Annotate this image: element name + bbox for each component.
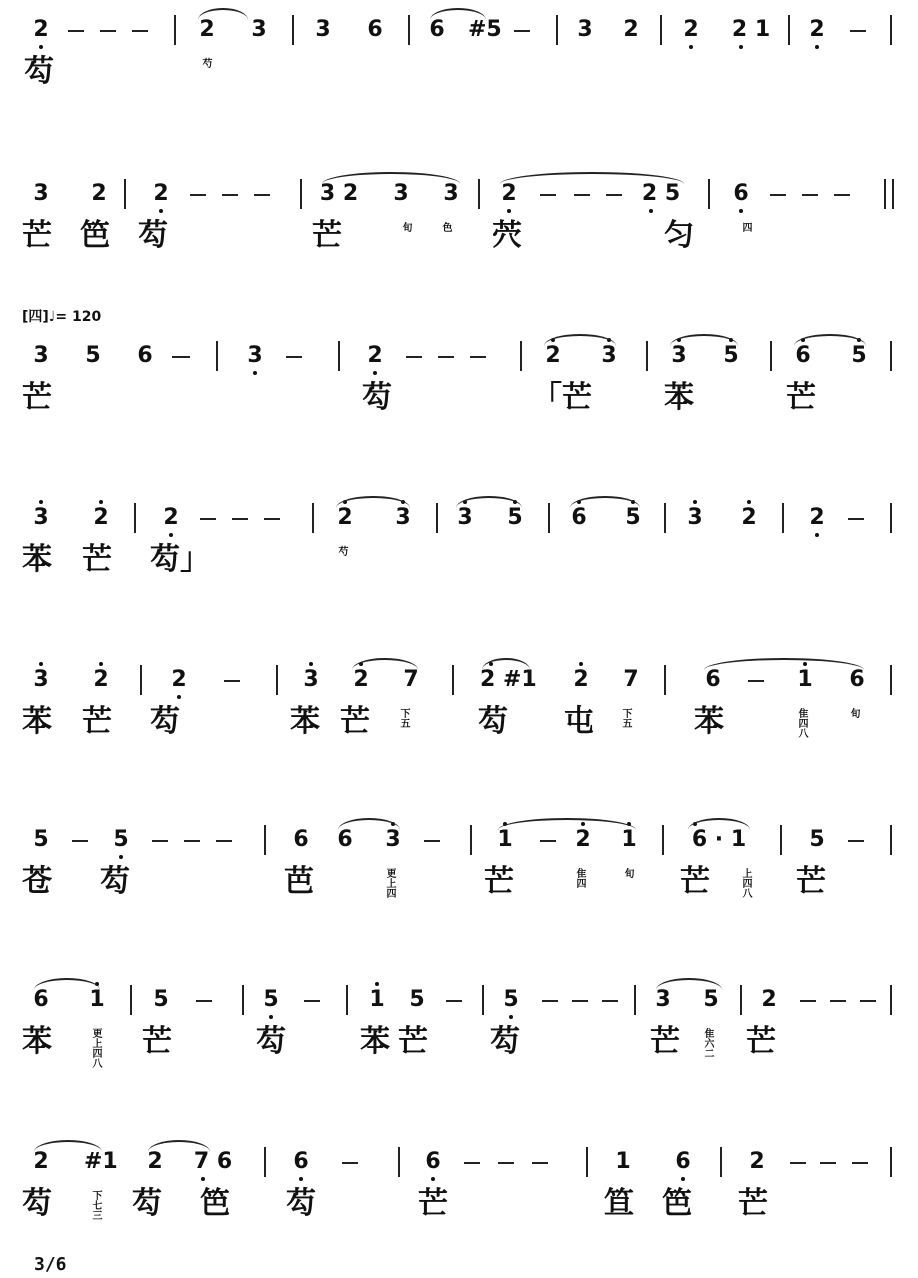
duration-dash: [222, 194, 238, 196]
tablature-character: 芒: [746, 1024, 776, 1059]
tablature-character: 芒: [796, 864, 826, 899]
barline: [398, 1147, 400, 1177]
jianpu-note: 3: [33, 181, 49, 206]
guqin-tablature-row: [0, 380, 918, 420]
duration-dash: [224, 680, 240, 682]
tablature-annotation: 隹四八: [796, 708, 807, 738]
barline: [890, 825, 892, 855]
jianpu-note: 2: [90, 668, 112, 692]
duration-dash: [830, 1000, 846, 1002]
tablature-character: 芶: [490, 1024, 520, 1059]
jianpu-note: 2: [738, 506, 760, 530]
jianpu-note: 3: [392, 506, 414, 530]
barline: [890, 503, 892, 533]
tablature-character: 芒: [22, 380, 52, 415]
jianpu-note: 5: [409, 987, 425, 1012]
barline: [292, 15, 294, 45]
jianpu-note: 2 5: [641, 181, 681, 206]
jianpu-note: 6: [33, 987, 49, 1012]
tablature-annotation: 下五: [398, 708, 409, 728]
guqin-tablature-row: [0, 542, 918, 582]
tablature-character: 笪: [604, 1186, 634, 1221]
duration-dash: [602, 1000, 618, 1002]
slur-mark: [544, 334, 616, 346]
barline: [780, 825, 782, 855]
jianpu-note: 3: [684, 506, 706, 530]
barline: [216, 341, 218, 371]
duration-dash: [446, 1000, 462, 1002]
guqin-tablature-row: [0, 54, 918, 94]
tablature-character: 苍: [22, 864, 52, 899]
jianpu-note: 2 1: [731, 17, 771, 42]
tablature-character: 苯: [22, 1024, 52, 1059]
jianpu-note: 1: [494, 828, 516, 852]
duration-dash: [216, 840, 232, 842]
duration-dash: [286, 356, 302, 358]
jianpu-note: 3: [30, 506, 52, 530]
tablature-character: 芶: [100, 864, 130, 899]
barline: [586, 1147, 588, 1177]
jianpu-note: 3: [598, 344, 620, 368]
jianpu-note: 2: [498, 182, 520, 206]
duration-dash: [464, 1162, 480, 1164]
tablature-character: 芒: [340, 704, 370, 739]
jianpu-note: 2: [30, 18, 52, 42]
duration-dash: [68, 30, 84, 32]
duration-dash: [748, 680, 764, 682]
tablature-annotation: 芍: [200, 58, 211, 68]
guqin-tablature-row: [0, 864, 918, 904]
jianpu-note: 3: [655, 987, 671, 1012]
tablature-annotation: 芍: [336, 546, 347, 556]
jianpu-note: #5: [468, 17, 502, 42]
tablature-character: 芒: [650, 1024, 680, 1059]
jianpu-note: 6 · 1: [684, 828, 754, 852]
jianpu-note: 5: [622, 506, 644, 530]
duration-dash: [532, 1162, 548, 1164]
slur-mark: [322, 172, 460, 184]
duration-dash: [196, 1000, 212, 1002]
tablature-character: 芒: [786, 380, 816, 415]
slur-mark: [500, 172, 684, 184]
tablature-annotation: 旬: [848, 708, 859, 718]
jianpu-note: 3: [393, 181, 409, 206]
tablature-annotation: 色: [440, 222, 451, 232]
jianpu-note: 6: [705, 667, 721, 692]
jianpu-note: 2 #1: [480, 667, 537, 692]
jianpu-note: 2: [680, 18, 702, 42]
barline: [890, 341, 892, 371]
barline: [890, 1147, 892, 1177]
jianpu-note: 5: [809, 827, 825, 852]
slur-mark: [656, 978, 722, 990]
guqin-tablature-row: [0, 218, 918, 258]
duration-dash: [514, 30, 530, 32]
jianpu-note: 2: [623, 17, 639, 42]
jianpu-note: 3 2: [319, 181, 359, 206]
tablature-character: 笆: [200, 1186, 230, 1221]
jianpu-note: 2: [199, 17, 215, 42]
slur-mark: [198, 8, 248, 20]
duration-dash: [132, 30, 148, 32]
barline: [664, 503, 666, 533]
slur-mark: [148, 1140, 210, 1152]
slur-mark: [570, 496, 640, 508]
tablature-character: 芶: [150, 704, 180, 739]
duration-dash: [852, 1162, 868, 1164]
jianpu-note: 1: [86, 988, 108, 1012]
tablature-character: 茓: [492, 218, 522, 253]
barline: [770, 341, 772, 371]
duration-dash: [540, 840, 556, 842]
slur-mark: [794, 334, 866, 346]
tablature-annotation: 上四八: [740, 868, 751, 898]
tablature-character: 芒: [418, 1186, 448, 1221]
jianpu-note: 3: [668, 344, 690, 368]
duration-dash: [834, 194, 850, 196]
jianpu-note: 7: [623, 667, 639, 692]
tablature-character: 芒: [312, 218, 342, 253]
barline: [782, 503, 784, 533]
duration-dash: [264, 518, 280, 520]
jianpu-note: 2: [33, 1149, 49, 1174]
tablature-annotation: 下五: [620, 708, 631, 728]
jianpu-note: 6: [849, 667, 865, 692]
notation-row: [0, 18, 918, 58]
barline: [338, 341, 340, 371]
jianpu-note: 7: [403, 667, 419, 692]
duration-dash: [848, 840, 864, 842]
slur-mark: [352, 658, 418, 670]
jianpu-note: #1: [84, 1149, 118, 1174]
notation-row: [0, 668, 918, 708]
tablature-character: 笆: [662, 1186, 692, 1221]
tablature-character: 芒: [738, 1186, 768, 1221]
tablature-annotation: 下七三: [90, 1190, 101, 1220]
slur-mark: [704, 658, 864, 670]
jianpu-note: 2: [350, 668, 372, 692]
barline: [276, 665, 278, 695]
barline: [740, 985, 742, 1015]
jianpu-note: 6: [367, 17, 383, 42]
barline: [140, 665, 142, 695]
duration-dash: [190, 194, 206, 196]
tablature-annotation: 四: [740, 222, 751, 232]
barline: [436, 503, 438, 533]
barline: [634, 985, 636, 1015]
jianpu-note: 6: [792, 344, 814, 368]
barline: [660, 15, 662, 45]
duration-dash: [342, 1162, 358, 1164]
tablature-character: 芶」: [150, 542, 210, 577]
barline: [470, 825, 472, 855]
jianpu-note: 3: [454, 506, 476, 530]
jianpu-note: 3: [577, 17, 593, 42]
jianpu-note: 3: [244, 344, 266, 368]
barline: [890, 15, 892, 45]
duration-dash: [424, 840, 440, 842]
notation-row: [0, 344, 918, 384]
tablature-character: 苯: [22, 542, 52, 577]
tablature-annotation: 隹六二: [702, 1028, 713, 1058]
jianpu-note: 1: [366, 988, 388, 1012]
jianpu-note: 1: [794, 668, 816, 692]
jianpu-note: 2: [806, 18, 828, 42]
barline: [788, 15, 790, 45]
jianpu-note: 2: [91, 181, 107, 206]
slur-mark: [338, 818, 400, 830]
barline: [130, 985, 132, 1015]
barline: [312, 503, 314, 533]
tablature-character: 「芒: [532, 380, 592, 415]
jianpu-note: 6: [568, 506, 590, 530]
tablature-character: 屯: [564, 704, 594, 739]
jianpu-note: 6: [137, 343, 153, 368]
duration-dash: [498, 1162, 514, 1164]
tablature-character: 芭: [284, 864, 314, 899]
jianpu-note: 2: [147, 1149, 163, 1174]
jianpu-note: 2: [90, 506, 112, 530]
barline: [124, 179, 126, 209]
duration-dash: [820, 1162, 836, 1164]
jianpu-note: 3: [33, 343, 49, 368]
barline: [890, 985, 892, 1015]
tablature-character: 芒: [484, 864, 514, 899]
barline: [708, 179, 710, 209]
duration-dash: [172, 356, 190, 358]
tablature-character: 芒: [398, 1024, 428, 1059]
duration-dash: [100, 30, 116, 32]
barline: [452, 665, 454, 695]
barline: [134, 503, 136, 533]
duration-dash: [438, 356, 454, 358]
jianpu-note: 2: [749, 1149, 765, 1174]
jianpu-note: 2: [761, 987, 777, 1012]
jianpu-note: 2: [570, 668, 592, 692]
duration-dash: [850, 30, 866, 32]
jianpu-note: 2: [160, 506, 182, 530]
jianpu-note: 2: [806, 506, 828, 530]
jianpu-note: 6: [429, 17, 445, 42]
barline: [520, 341, 522, 371]
duration-dash: [800, 1000, 816, 1002]
tablature-character: 芶: [286, 1186, 316, 1221]
duration-dash: [790, 1162, 806, 1164]
barline: [300, 179, 302, 209]
duration-dash: [232, 518, 248, 520]
barline: [482, 985, 484, 1015]
duration-dash: [254, 194, 270, 196]
notation-row: [0, 506, 918, 546]
tablature-character: 芶: [362, 380, 392, 415]
jianpu-note: 3: [443, 181, 459, 206]
slur-mark: [34, 978, 100, 990]
jianpu-note: 3: [382, 828, 404, 852]
barline: [346, 985, 348, 1015]
jianpu-note: 5: [720, 344, 742, 368]
tablature-character: 芒: [680, 864, 710, 899]
duration-dash: [802, 194, 818, 196]
barline: [884, 179, 894, 209]
duration-dash: [540, 194, 556, 196]
tablature-character: 苯: [360, 1024, 390, 1059]
barline: [408, 15, 410, 45]
jianpu-note: 5: [110, 828, 132, 852]
tablature-character: 芒: [82, 542, 112, 577]
barline: [556, 15, 558, 45]
jianpu-note: 2: [364, 344, 386, 368]
duration-dash: [606, 194, 622, 196]
jianpu-note: 5: [153, 987, 169, 1012]
tablature-character: 笆: [80, 218, 110, 253]
slur-mark: [34, 1140, 102, 1152]
jianpu-note: 5: [33, 827, 49, 852]
tablature-annotation: 更上四八: [90, 1028, 101, 1068]
barline: [890, 665, 892, 695]
barline: [174, 15, 176, 45]
notation-row: [0, 988, 918, 1028]
slur-mark: [430, 8, 486, 20]
barline: [264, 825, 266, 855]
guqin-tablature-row: [0, 1186, 918, 1226]
notation-row: [0, 828, 918, 868]
barline: [664, 665, 666, 695]
jianpu-note: 3: [251, 17, 267, 42]
slur-mark: [688, 818, 750, 830]
duration-dash: [304, 1000, 320, 1002]
duration-dash: [470, 356, 486, 358]
jianpu-note: 5: [260, 988, 282, 1012]
tablature-character: 苯: [664, 380, 694, 415]
duration-dash: [542, 1000, 558, 1002]
barline: [720, 1147, 722, 1177]
jianpu-note: 1: [615, 1149, 631, 1174]
tablature-annotation: 旬: [400, 222, 411, 232]
tablature-character: 苯: [694, 704, 724, 739]
notation-row: [0, 182, 918, 222]
duration-dash: [152, 840, 168, 842]
tablature-character: 芒: [142, 1024, 172, 1059]
jianpu-note: 5: [848, 344, 870, 368]
tablature-annotation: 更上四: [384, 868, 395, 898]
tablature-character: 芶: [24, 54, 54, 89]
barline: [548, 503, 550, 533]
duration-dash: [406, 356, 422, 358]
jianpu-note: 3: [315, 17, 331, 42]
duration-dash: [184, 840, 200, 842]
jianpu-note: 6: [730, 182, 752, 206]
barline: [242, 985, 244, 1015]
slur-mark: [670, 334, 738, 346]
jianpu-note: 5: [500, 988, 522, 1012]
notation-row: [0, 1150, 918, 1190]
jianpu-note: 6: [337, 827, 353, 852]
tablature-character: 匀: [664, 218, 694, 253]
tablature-character: 芶: [138, 218, 168, 253]
barline: [662, 825, 664, 855]
guqin-tablature-row: [0, 704, 918, 744]
duration-dash: [848, 518, 864, 520]
tablature-character: 芶: [132, 1186, 162, 1221]
jianpu-note: 3: [30, 668, 52, 692]
jianpu-note: 5: [85, 343, 101, 368]
guqin-tablature-row: [0, 1024, 918, 1068]
jianpu-note: 2: [150, 182, 172, 206]
tablature-character: 芒: [22, 218, 52, 253]
slur-mark: [456, 496, 522, 508]
jianpu-note: 6: [422, 1150, 444, 1174]
page-number: 3/6: [34, 1254, 67, 1275]
jianpu-note: 2: [334, 506, 356, 530]
barline: [646, 341, 648, 371]
duration-dash: [572, 1000, 588, 1002]
duration-dash: [72, 840, 88, 842]
jianpu-note: 5: [504, 506, 526, 530]
tablature-character: 芶: [22, 1186, 52, 1221]
tablature-character: 芶: [256, 1024, 286, 1059]
barline: [478, 179, 480, 209]
duration-dash: [770, 194, 786, 196]
tablature-character: 芒: [82, 704, 112, 739]
jianpu-note: 2: [572, 828, 594, 852]
duration-dash: [574, 194, 590, 196]
jianpu-note: 5: [703, 987, 719, 1012]
jianpu-note: 2: [542, 344, 564, 368]
barline: [264, 1147, 266, 1177]
jianpu-note: 1: [618, 828, 640, 852]
tablature-annotation: 旬: [622, 868, 633, 878]
jianpu-note: 2: [168, 668, 190, 692]
jianpu-note: 6: [672, 1150, 694, 1174]
jianpu-note: 3: [300, 668, 322, 692]
duration-dash: [860, 1000, 876, 1002]
tablature-character: 苯: [290, 704, 320, 739]
jianpu-note: 7 6: [193, 1149, 233, 1174]
slur-mark: [482, 658, 530, 670]
tablature-annotation: 隹四: [574, 868, 585, 888]
slur-mark: [336, 496, 410, 508]
jianpu-note: 6: [290, 1150, 312, 1174]
tablature-character: 苯: [22, 704, 52, 739]
tablature-character: 芶: [478, 704, 508, 739]
jianpu-note: 6: [293, 827, 309, 852]
duration-dash: [200, 518, 216, 520]
slur-mark: [498, 818, 636, 830]
tempo-marking: [四]♩= 120: [22, 309, 102, 325]
